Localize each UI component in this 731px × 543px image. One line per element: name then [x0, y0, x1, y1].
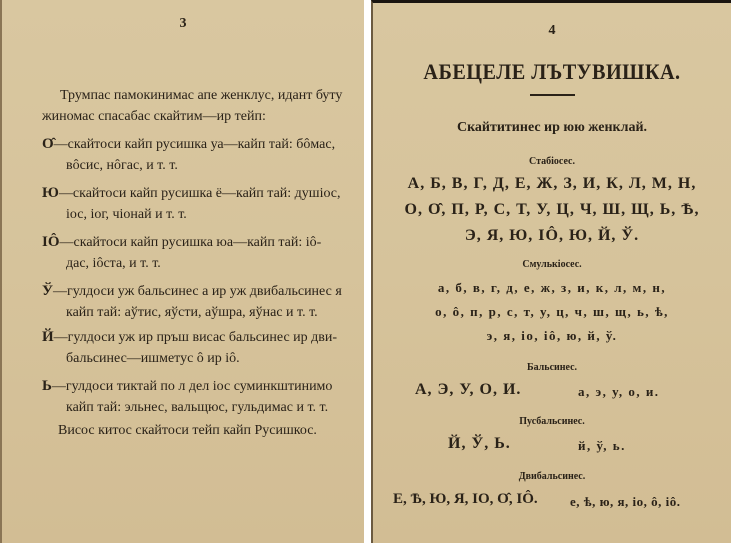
lowercase-row: э, я, іо, іô, ю, й, ў.	[486, 328, 618, 343]
entry-text: дас, іôста, и т. т.	[66, 256, 161, 271]
entry-text: —гулдоси уж бальсинес а ир уж двибальсинес я	[53, 284, 342, 299]
letter-entry	[42, 327, 342, 369]
semivowels-upper: Й, Ў, Ь.	[448, 435, 511, 452]
lowercase-row: о, ô, п, р, с, т, у, ц, ч, ш, щ, ь, ѣ,	[435, 304, 669, 319]
entry-text: бальсинес—ишметус ô ир іô.	[66, 351, 240, 366]
right-page	[371, 0, 731, 543]
left-page	[0, 0, 364, 543]
entry-text: —скайтоси кайп русишка уа—кайп тай: бôмас,	[53, 137, 336, 152]
entry-text: кайп тай: эльнес, вальщюс, гульдимас и т. т.	[66, 400, 329, 415]
entry-text: вôсис, нôгас, и т. т.	[66, 158, 178, 173]
vowels-upper: А, Э, У, О, И.	[415, 381, 522, 398]
page-number: 3	[179, 16, 187, 31]
entry-letter: Ь	[42, 378, 52, 394]
entry-text: —гулдоси тиктай по л дел іос суминкштинимо	[51, 379, 333, 394]
entry-text: —скайтоси кайп русишка юа—кайп тай: іô-	[59, 235, 322, 250]
left-page-text	[42, 85, 342, 441]
entry-letter: О̂	[42, 136, 54, 152]
letter-entry	[42, 183, 342, 225]
lowercase-row: а, б, в, г, д, е, ж, з, и, к, л, м, н,	[437, 280, 667, 295]
entry-letter: Ў	[42, 283, 54, 299]
entry-text: іос, іог, чіонай и т. т.	[66, 207, 187, 222]
capitals-row: А, Б, В, Г, Д, Е, Ж, З, И, К, Л, М, Н,	[407, 175, 697, 192]
page-title: АБЕЦЕЛЕ ЛЪТУВИШКА.	[423, 59, 681, 84]
subtitle: Скайтитинес ир юю женклай.	[456, 120, 648, 135]
section-heading-capitals: Стабiосес.	[529, 156, 575, 167]
intro-line: Трумпас памокинимас апе женклус, идант буту	[60, 88, 343, 103]
entry-text: —скайтоси кайп русишка ё—кайп тай: душіос,	[58, 186, 341, 201]
entry-text: кайп тай: аўтис, яўсти, аўшра, яўнас и т. т.	[66, 305, 318, 320]
section-heading-diphthongs: Двибальсинес.	[518, 471, 586, 482]
vowels-lower: а, э, у, о, и.	[578, 384, 660, 399]
letter-entry	[42, 134, 342, 176]
title-rule	[530, 94, 575, 96]
semivowels-lower: й, ў, ь.	[578, 438, 626, 453]
section-heading-lowercase: Смулькiосес.	[522, 259, 582, 270]
diphthongs-lower: е, ѣ, ю, я, іо, ô, іô.	[570, 494, 681, 509]
letter-entry	[42, 232, 342, 274]
capitals-row: Э, Я, Ю, ІÔ, Ю, Й, Ў.	[464, 227, 640, 244]
letter-entry	[42, 376, 342, 418]
closing-line: Висос китос скайтоси тейп кайп Русишкос.	[58, 423, 317, 438]
entry-letter: Й	[42, 329, 54, 345]
entry-letter: Ю	[42, 185, 59, 201]
diphthongs-upper: Е, Ѣ, Ю, Я, ІО, О̂, ІÔ.	[393, 491, 538, 507]
entry-letter: ІÔ	[42, 234, 60, 250]
section-heading-semivowels: Пусбальсинес.	[519, 416, 585, 427]
entry-text: —гулдоси уж ир пръш висас бальсинес ир дви-	[53, 330, 338, 345]
intro-line: жиномас спасабас скайтим—ир тейп:	[42, 109, 266, 124]
letter-entry	[42, 281, 342, 323]
capitals-row: О, О̂, П, Р, С, Т, У, Ц, Ч, Ш, Щ, Ь, Ѣ,	[404, 201, 700, 218]
page-number: 4	[548, 23, 556, 38]
section-heading-vowels: Бальсинес.	[526, 362, 578, 373]
